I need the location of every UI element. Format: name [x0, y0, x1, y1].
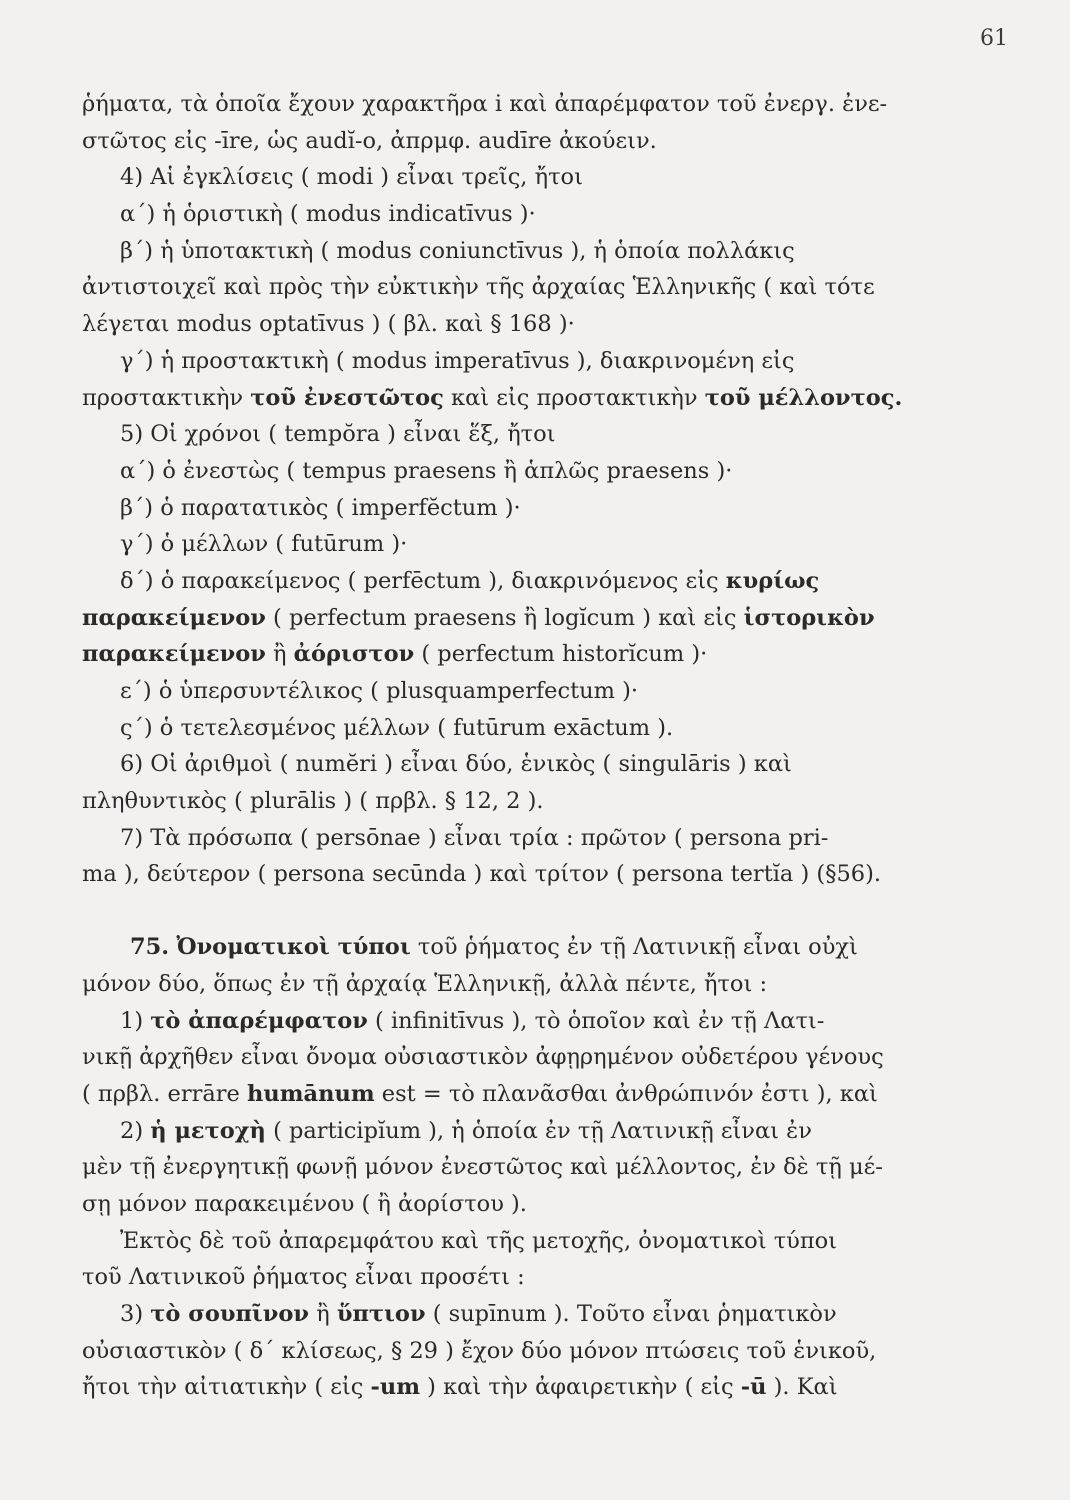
text-line: ς΄) ὁ τετελεσμένος μέλλων ( futūrum exāctum ).	[120, 714, 674, 741]
text-line: Ἐκτὸς δὲ τοῦ ἀπαρεμφάτου καὶ τῆς μετοχῆς, ὀνοματικοὶ τύποι	[120, 1227, 837, 1254]
text-line: α΄) ὁ ἐνεστὼς ( tempus praesens ἢ ἁπλῶς praesens )·	[120, 457, 733, 484]
page-text	[82, 86, 954, 1406]
bold-term: κυρίως	[725, 567, 820, 594]
text-fragment: ( perfectum historĭcum )·	[421, 641, 708, 668]
text-line	[82, 636, 954, 673]
section-gap	[82, 893, 954, 929]
section-heading-line	[82, 929, 954, 966]
text-line: στῶτος εἰς -īre, ὡς audĭ-o, ἀπρμφ. audīre ἀκούειν.	[82, 127, 657, 154]
text-line	[82, 563, 954, 600]
text-line: α΄) ἡ ὁριστικὴ ( modus indicatīvus )·	[120, 201, 536, 228]
bold-term: -um	[370, 1374, 421, 1401]
bold-term: -ū	[740, 1374, 767, 1401]
text-line: πληθυντικὸς ( plurālis ) ( πρβλ. § 12, 2 ).	[82, 788, 544, 815]
text-fragment: ( infinitīvus ), τὸ ὁποῖον καὶ ἐν τῇ Λατι-	[375, 1007, 825, 1034]
text-line	[82, 1369, 954, 1406]
bold-term: ἀόριστον	[293, 641, 415, 668]
page-number: 61	[980, 26, 1008, 51]
text-line: ῥήματα, τὰ ὁποῖα ἔχουν χαρακτῆρα i καὶ ἀπαρέμφατον τοῦ ἐνεργ. ἐνε-	[82, 91, 888, 117]
text-fragment: τοῦ ῥήματος ἐν τῇ Λατινικῇ εἶναι οὐχὶ	[417, 934, 858, 961]
text-line: μόνον δύο, ὅπως ἐν τῇ ἀρχαίᾳ Ἑλληνικῇ, ἀλλὰ πέντε, ἤτοι :	[82, 970, 768, 997]
text-line: 7) Τὰ πρόσωπα ( persōnae ) εἶναι τρία : πρῶτον ( persona pri-	[120, 824, 829, 851]
text-line: μὲν τῇ ἐνεργητικῇ φωνῇ μόνον ἐνεστῶτος καὶ μέλλοντος, ἐν δὲ τῇ μέ-	[82, 1154, 883, 1181]
text-fragment: ἢ	[316, 1301, 330, 1327]
text-line	[82, 380, 954, 417]
section-number: 75.	[130, 934, 170, 961]
text-line: οὐσιαστικὸν ( δ΄ κλίσεως, § 29 ) ἔχον δύο μόνον πτώσεις τοῦ ἑνικοῦ,	[82, 1337, 877, 1364]
text-line: ἀντιστοιχεῖ καὶ πρὸς τὴν εὐκτικὴν τῆς ἀρχαίας Ἑλληνικῆς ( καὶ τότε	[82, 274, 875, 301]
text-fragment: ἢ	[273, 641, 287, 668]
text-line	[82, 600, 954, 637]
text-line	[82, 1003, 954, 1040]
text-fragment: ἤτοι τὴν αἰτιατικὴν ( εἰς	[82, 1374, 364, 1401]
bold-term: ἡ μετοχὴ	[150, 1117, 266, 1144]
text-fragment: ( πρβλ. errāre	[82, 1080, 240, 1107]
text-line	[82, 1113, 954, 1150]
bold-term: τοῦ μέλλοντος.	[704, 384, 903, 411]
text-fragment: 2)	[120, 1117, 144, 1144]
bold-term: humānum	[247, 1080, 375, 1107]
bold-term: παρακείμενον	[82, 604, 266, 631]
text-line: β΄) ὁ παρατατικὸς ( imperfĕctum )·	[120, 494, 521, 521]
text-fragment: est = τὸ πλανᾶσθαι ἀνθρώπινόν ἐστι ), καὶ	[381, 1080, 878, 1107]
text-line: β΄) ἡ ὑποτακτικὴ ( modus coniunctīvus ), ἡ ὁποία πολλάκις	[120, 237, 795, 264]
text-fragment: 1)	[120, 1007, 144, 1034]
text-line: τοῦ Λατινικοῦ ῥήματος εἶναι προσέτι :	[82, 1264, 525, 1291]
text-line	[82, 1296, 954, 1333]
bold-term: παρακείμενον	[82, 641, 266, 668]
text-fragment: ). Καὶ	[773, 1374, 838, 1401]
text-fragment: καὶ εἰς προστακτικὴν	[451, 384, 698, 411]
text-fragment: 3)	[120, 1301, 144, 1327]
text-line: σῃ μόνον παρακειμένου ( ἢ ἀορίστου ).	[82, 1190, 527, 1217]
bold-term: ὕπτιον	[336, 1301, 426, 1327]
text-line: 4) Αἱ ἐγκλίσεις ( modi ) εἶναι τρεῖς, ἤτοι	[120, 164, 583, 191]
bold-term: τὸ ἀπαρέμφατον	[150, 1007, 368, 1034]
text-line: 6) Οἱ ἀριθμοὶ ( numĕri ) εἶναι δύο, ἑνικὸς ( singulāris ) καὶ	[120, 751, 792, 778]
text-fragment: ( participĭum ), ἡ ὁποία ἐν τῇ Λατινικῇ εἶναι ἐν	[273, 1117, 812, 1144]
text-line	[82, 1076, 954, 1113]
text-line: γ΄) ἡ προστακτικὴ ( modus imperatīvus ), διακρινομένη εἰς	[120, 347, 795, 374]
bold-term: τοῦ ἐνεστῶτος	[250, 384, 444, 411]
text-line: νικῇ ἀρχῆθεν εἶναι ὄνομα οὐσιαστικὸν ἀφῃρημένον οὐδετέρου γένους	[82, 1044, 884, 1071]
text-fragment: προστακτικὴν	[82, 384, 244, 411]
bold-term: ἱστορικὸν	[743, 604, 875, 631]
text-line: ma ), δεύτερον ( persona secūnda ) καὶ τρίτον ( persona tertĭa ) (§56).	[82, 861, 882, 888]
bold-term: τὸ σουπῖνον	[150, 1301, 310, 1327]
bold-term: Ὀνοματικοὶ τύποι	[176, 934, 411, 961]
text-line: ε΄) ὁ ὑπερσυντέλικος ( plusquamperfectum )·	[120, 678, 639, 704]
text-line: 5) Οἱ χρόνοι ( tempŏra ) εἶναι ἕξ, ἤτοι	[120, 421, 556, 448]
text-fragment: ( perfectum praesens ἢ logĭcum ) καὶ εἰς	[273, 604, 737, 631]
text-fragment: ) καὶ τὴν ἀφαιρετικὴν ( εἰς	[427, 1374, 734, 1401]
text-line: γ΄) ὁ μέλλων ( futūrum )·	[120, 531, 408, 558]
text-line: λέγεται modus optatīvus ) ( βλ. καὶ § 168 )·	[82, 311, 575, 338]
text-fragment: δ΄) ὁ παρακείμενος ( perfēctum ), διακρινόμενος εἰς	[120, 567, 719, 594]
text-fragment: ( supīnum ). Τοῦτο εἶναι ῥηματικὸν	[432, 1301, 837, 1327]
